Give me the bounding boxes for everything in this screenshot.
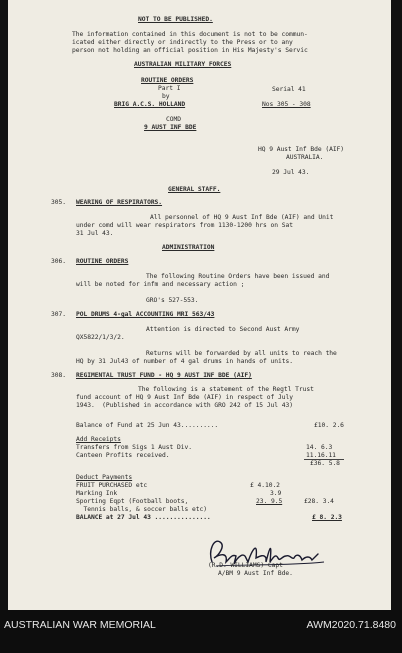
add-receipts-label: Add Receipts [76,436,121,443]
item-text-line: QX5822/1/3/2. [76,334,125,341]
item-text-line: fund account of HQ 9 Aust Inf Bde (AIF) in respect of July [76,394,293,401]
item-title: ROUTINE ORDERS [76,258,129,265]
footer-accession-number: AWM2020.71.8480 [306,619,396,631]
by-label: by [162,93,170,100]
location-line-1: HQ 9 Aust Inf Bde (AIF) [258,146,345,153]
item-text-line: GRO's 527-553. [146,297,199,304]
deduct-payments-label: Deduct Payments [76,474,133,481]
item-text-line: The following Routine Orders have been issued and [146,273,330,280]
administration-heading: ADMINISTRATION [162,244,215,251]
warning-line-2: icated either directly or indirectly to the Press or to any [72,39,293,46]
signoff-name: (R.D. WILLIAMS) Capt [208,562,283,569]
general-staff-heading: GENERAL STAFF. [168,186,221,193]
force-heading: AUSTRALIAN MILITARY FORCES [134,61,232,68]
payment-row-amount: £ 4.10.2 [250,482,280,489]
payment-row-amount: 23. 9.5 [256,498,283,505]
not-published-heading: NOT TO BE PUBLISHED. [138,16,213,23]
warning-line-3: person not holding an official position in His Majesty's Servic [72,47,308,54]
command-unit: 9 AUST INF BDE [144,124,197,131]
item-number: 308. [51,372,66,379]
payment-row-amount: 3.9 [270,490,282,497]
balance-brought-amount: £10. 2.6 [314,422,344,429]
item-text-line: Returns will be forwarded by all units to reach the [146,350,337,357]
item-text-line: under comd will wear respirators from 1130-1200 hrs on Sat [76,222,293,229]
item-text-line: HQ by 31 Jul43 of number of 4 gal drums in hands of units. [76,358,293,365]
receipt-row-label: Canteen Profits received. [76,452,170,459]
payment-row-label: Sporting Eqpt (Football boots, [76,498,189,505]
receipt-row-label: Transfers from Sigs 1 Aust Div. [76,444,192,451]
footer-source: AUSTRALIAN WAR MEMORIAL [4,619,156,631]
warning-line-1: The information contained in this document is not to be commun- [72,31,308,38]
payment-total: £28. 3.4 [304,498,334,505]
receipt-row-amount: 14. 6.3 [306,444,333,451]
payment-row-label: Marking Ink [76,490,118,497]
item-number: 307. [51,311,66,318]
command-label: COMD [166,116,181,123]
item-title: POL DRUMS 4-gal ACCOUNTING MRI 563/43 [76,311,215,318]
serial-label: Serial 41 [272,86,306,93]
footer-bar [0,610,402,653]
balance-brought-label: Balance of Fund at 25 Jun 43.......... [76,422,219,429]
balance-label: BALANCE at 27 Jul 43 ............... [76,514,211,521]
receipt-row-amount: 11.16.11 [306,452,336,459]
item-text-line: 1943. (Published in accordance with GRO 242 of 15 Jul 43) [76,402,293,409]
item-text-line: Attention is directed to Second Aust Army [146,326,300,333]
item-title: WEARING OF RESPIRATORS. [76,199,163,206]
item-text-line: The following is a statement of the Regtl Trust [138,386,314,393]
location-line-2: AUSTRALIA. [286,154,324,161]
routine-orders-title: ROUTINE ORDERS [141,77,194,84]
order-numbers: Nos 305 - 308 [262,101,311,108]
item-number: 305. [51,199,66,206]
author-label: BRIG A.C.S. HOLLAND [114,101,186,108]
item-title: REGIMENTAL TRUST FUND - HQ 9 AUST INF BDE (AIF) [76,372,252,379]
document-date: 29 Jul 43. [272,169,310,176]
item-text-line: 31 Jul 43. [76,230,114,237]
payment-row-label: Tennis balls, & soccer balls etc) [76,506,207,513]
item-text-line: All personnel of HQ 9 Aust Inf Bde (AIF) and Unit [150,214,334,221]
part-label: Part I [158,85,181,92]
document-page [8,0,391,610]
signoff-role: A/BM 9 Aust Inf Bde. [218,570,293,577]
receipt-total: £36. 5.8 [310,460,340,467]
item-text-line: will be noted for infm and necessary action ; [76,281,245,288]
item-number: 306. [51,258,66,265]
balance-amount: £ 8. 2.3 [312,514,342,521]
payment-row-label: FRUIT PURCHASED etc [76,482,148,489]
